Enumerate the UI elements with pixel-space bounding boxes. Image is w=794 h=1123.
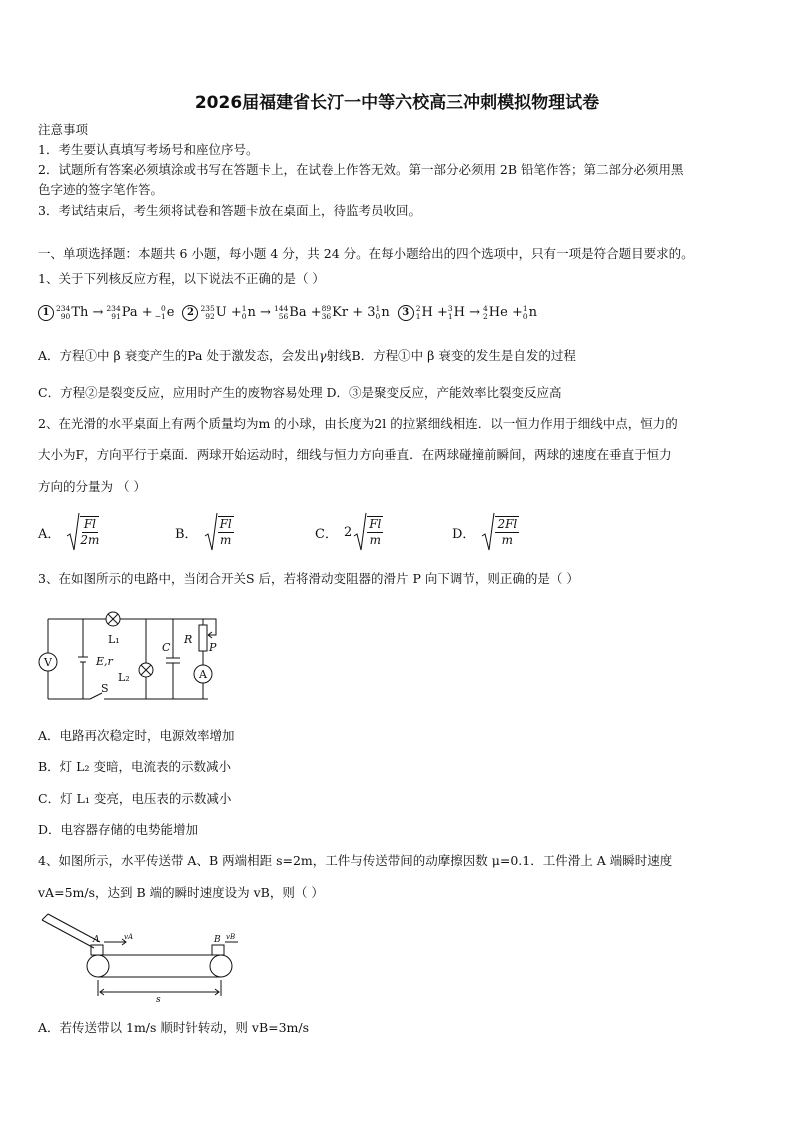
lamp-l2-label: L₂ bbox=[118, 671, 130, 684]
voltmeter-label: V bbox=[44, 656, 52, 669]
q3-option-a: A．电路再次稳定时，电源效率增加 bbox=[38, 728, 235, 743]
velocity-b-label: vB bbox=[226, 933, 236, 941]
circled-1-icon: 1 bbox=[38, 305, 54, 321]
q4-line: vA=5m/s，达到 B 端的瞬时速度设为 vB，则（ ） bbox=[38, 885, 324, 900]
capacitor-label: C bbox=[162, 641, 171, 654]
switch-label: S bbox=[101, 682, 109, 695]
source-label: E,r bbox=[96, 655, 113, 668]
section-heading: 一、单项选择题：本题共 6 小题，每小题 4 分，共 24 分。在每小题给出的四个选项中，只有一项是符合题目要求的。 bbox=[38, 246, 694, 261]
notice-heading: 注意事项 bbox=[38, 122, 89, 137]
notice-item: 2．试题所有答案必须填涂或书写在答题卡上，在试卷上作答无效。第一部分必须用 2B 铅笔作答；第二部分必须用黑 bbox=[38, 162, 684, 177]
q2-option-d: D． $\frac{2Fl}{m}$ bbox=[452, 512, 519, 552]
q1-equations: 1 234 90 Th → 234 91 Pa + 0 −1 e 2 235 92 U + 1 0 n → 144 56 Ba + 89 36 Kr + 3 1 0 n 3 2 1 H + 3 1 H → 4 2 He + 1 0 n bbox=[38, 305, 537, 321]
q2-option-a: A． $\frac{Fl}{2m}$ bbox=[38, 512, 99, 552]
rheostat-label: R bbox=[184, 633, 193, 646]
circled-3-icon: 3 bbox=[398, 305, 414, 321]
slider-label: P bbox=[209, 641, 217, 654]
q1-stem: 1、关于下列核反应方程，以下说法不正确的是（ ） bbox=[38, 271, 325, 286]
point-b-label: B bbox=[214, 935, 221, 945]
q1-option-ab: A．方程①中 β 衰变产生的Pa 处于激发态，会发出γ射线B．方程①中 β 衰变的发生是自发的过程 bbox=[38, 348, 576, 363]
q4-line: 4、如图所示，水平传送带 A、B 两端相距 s=2m，工件与传送带间的动摩擦因数 μ=0.1．工件滑上 A 端瞬时速度 bbox=[38, 853, 673, 868]
velocity-a-label: vA bbox=[124, 933, 134, 941]
q3-option-b: B．灯 L₂ 变暗，电流表的示数减小 bbox=[38, 759, 231, 774]
notice-item: 1．考生要认真填写考场号和座位序号。 bbox=[38, 142, 259, 157]
notice-item: 色字迹的签字笔作答。 bbox=[38, 182, 164, 197]
ammeter-label: A bbox=[199, 668, 207, 681]
conveyor-diagram bbox=[38, 912, 238, 1007]
q2-line: 大小为F，方向平行于桌面．两球开始运动时，细线与恒力方向垂直．在两球碰撞前瞬间，两球的速度在垂直于恒力 bbox=[38, 447, 672, 462]
q4-option-a: A．若传送带以 1m/s 顺时针转动，则 vB=3m/s bbox=[38, 1020, 310, 1035]
q3-option-d: D．电容器存储的电势能增加 bbox=[38, 822, 199, 837]
notice-item: 3．考试结束后，考生须将试卷和答题卡放在桌面上，待监考员收回。 bbox=[38, 203, 421, 218]
circuit-diagram bbox=[38, 605, 228, 705]
q3-stem: 3、在如图所示的电路中，当闭合开关S 后，若将滑动变阻器的滑片 P 向下调节，则正确的是（ ） bbox=[38, 571, 579, 586]
q2-line: 方向的分量为 （ ） bbox=[38, 479, 146, 494]
distance-label: s bbox=[156, 995, 161, 1005]
q2-option-b: B． $\frac{Fl}{m}$ bbox=[175, 512, 234, 552]
q2-option-c: C． 2 $\frac{Fl}{m}$ bbox=[315, 512, 383, 552]
lamp-l1-label: L₁ bbox=[108, 633, 120, 646]
q2-line: 2、在光滑的水平桌面上有两个质量均为m 的小球，由长度为2l 的拉紧细线相连．以一恒力作用于细线中点，恒力的 bbox=[38, 416, 678, 431]
page-title: 2026届福建省长汀一中等六校高三冲刺模拟物理试卷 bbox=[194, 93, 600, 113]
circled-2-icon: 2 bbox=[182, 305, 198, 321]
q1-option-cd: C．方程②是裂变反应，应用时产生的废物容易处理 D．③是聚变反应，产能效率比裂变反应高 bbox=[38, 385, 562, 400]
q3-option-c: C．灯 L₁ 变亮，电压表的示数减小 bbox=[38, 791, 232, 806]
point-a-label: A bbox=[93, 935, 100, 945]
